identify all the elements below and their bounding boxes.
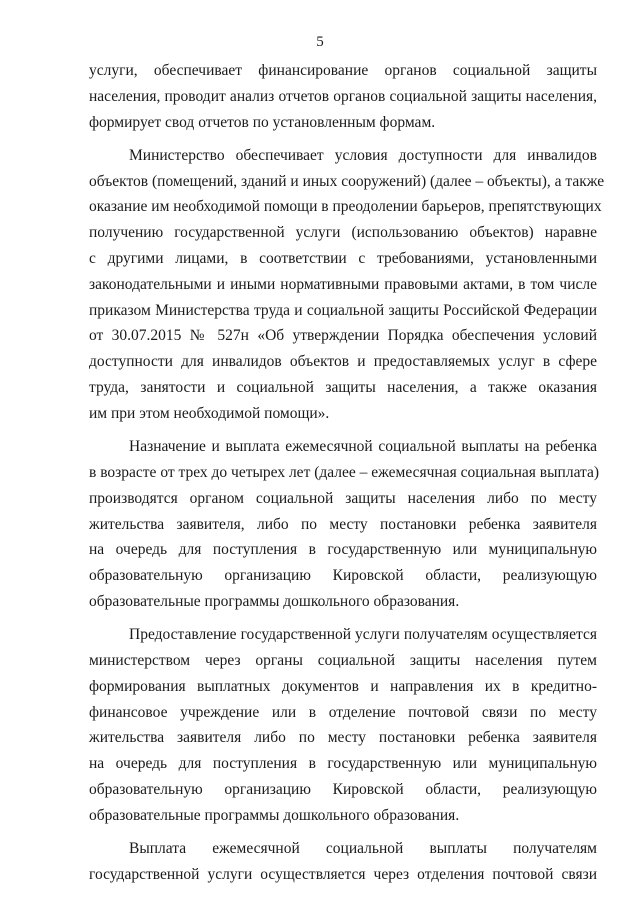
text-line: от 30.07.2015 № 527н «Об утверждении Порядка обеспечения условий <box>89 327 597 345</box>
paragraph <box>89 143 605 427</box>
text-line: на очередь для поступления в государственную или муниципальную <box>89 755 597 773</box>
paragraph-gap <box>89 615 597 623</box>
text-line: Предоставление государственной услуги получателям осуществляется <box>129 626 597 644</box>
text-line: Министерство обеспечивает условия доступности для инвалидов <box>129 146 597 164</box>
text-line: объектов (помещений, зданий и иных сооружений) (далее – объекты), а также <box>89 172 605 190</box>
paragraph-gap <box>89 829 597 837</box>
paragraph <box>89 622 597 828</box>
text-line: Назначение и выплата ежемесячной социальной выплаты на ребенка <box>129 438 597 456</box>
paragraph <box>89 58 597 135</box>
text-line: производятся органом социальной защиты населения либо по месту <box>89 489 597 507</box>
text-line: доступности для инвалидов объектов и предоставляемых услуг в сфере <box>89 353 597 371</box>
text-line: с другими лицами, в соответствии с требованиями, установленными <box>89 250 597 268</box>
text-line: населения, проводит анализ отчетов органов социальной защиты населения, <box>89 87 597 105</box>
text-line: жительства заявителя, либо по месту постановки ребенка заявителя <box>89 515 597 533</box>
text-line: получению государственной услуги (использованию объектов) наравне <box>89 224 597 242</box>
document-body <box>89 58 605 888</box>
text-line: формирует свод отчетов по установленным формам. <box>89 113 436 131</box>
text-line: на очередь для поступления в государственную или муниципальную <box>89 541 597 559</box>
text-line: законодательными и иными нормативными правовыми актами, в том числе <box>89 275 597 293</box>
text-line: образовательную организацию Кировской области, реализующую <box>89 781 597 799</box>
text-line: им при этом необходимой помощи». <box>89 404 330 422</box>
page-number: 5 <box>316 34 324 50</box>
text-line: услуги, обеспечивает финансирование органов социальной защиты <box>89 62 597 79</box>
text-line: образовательную организацию Кировской области, реализующую <box>89 567 597 585</box>
text-line: министерством через органы социальной защиты населения путем <box>89 652 597 670</box>
paragraph-gap <box>89 135 597 143</box>
text-line: образовательные программы дошкольного образования. <box>89 806 460 824</box>
paragraph-gap <box>89 427 597 435</box>
paragraph <box>89 434 600 615</box>
paragraph <box>89 836 597 888</box>
text-line: Выплата ежемесячной социальной выплаты получателям <box>129 840 597 858</box>
text-line: образовательные программы дошкольного образования. <box>89 592 460 610</box>
text-line: труда, занятости и социальной защиты населения, а также оказания <box>89 379 597 397</box>
text-line: в возрасте от трех до четырех лет (далее – ежемесячная социальная выплата) <box>89 463 600 481</box>
text-line: формирования выплатных документов и направления их в кредитно- <box>89 677 597 695</box>
text-line: оказание им необходимой помощи в преодолении барьеров, препятствующих <box>89 198 602 216</box>
text-line: приказом Министерства труда и социальной защиты Российской Федерации <box>89 301 597 319</box>
text-line: государственной услуги осуществляется через отделения почтовой связи <box>89 865 597 883</box>
text-line: жительства заявителя либо по месту постановки ребенка заявителя <box>89 729 597 747</box>
text-line: финансовое учреждение или в отделение почтовой связи по месту <box>89 703 597 721</box>
